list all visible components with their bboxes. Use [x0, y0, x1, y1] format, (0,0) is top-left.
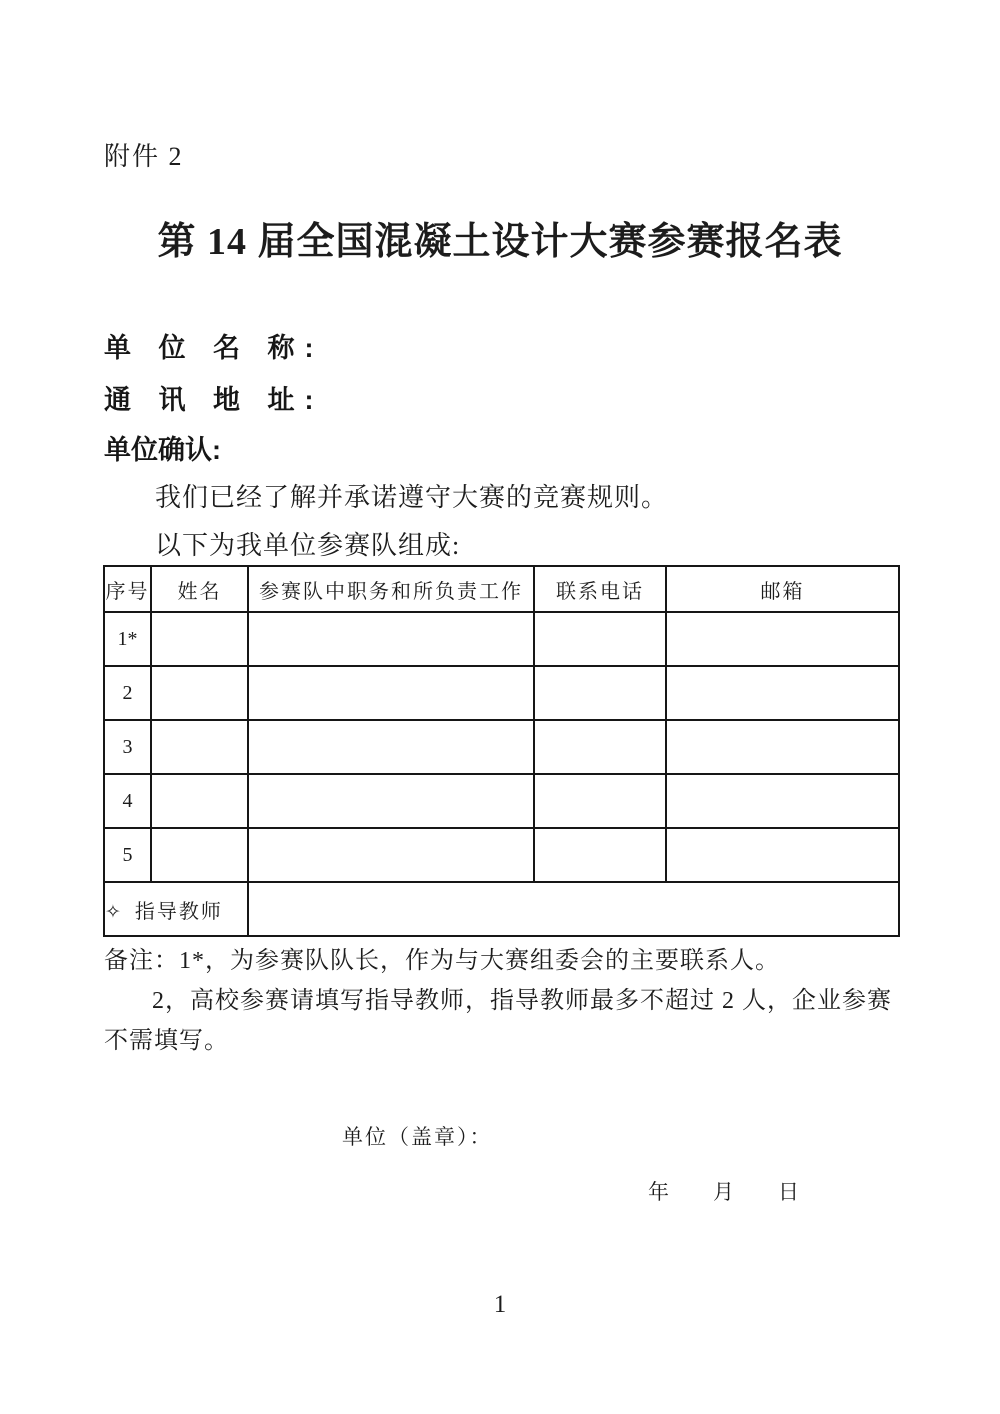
header-role: 参赛队中职务和所负责工作 [248, 566, 534, 612]
email-cell [666, 720, 899, 774]
row-number: 2 [104, 666, 151, 720]
row-number: 4 [104, 774, 151, 828]
phone-cell [534, 612, 666, 666]
team-table-container [103, 565, 898, 937]
table-row [104, 720, 899, 774]
note-2: 2，高校参赛请填写指导教师，指导教师最多不超过 2 人，企业参赛不需填写。 [104, 988, 892, 1054]
advisor-label-cell [104, 882, 248, 936]
address-label: 通 讯 地 址: [104, 385, 324, 415]
year-label: 年 [648, 1180, 669, 1204]
row-number: 1* [104, 612, 151, 666]
row-number: 5 [104, 828, 151, 882]
phone-cell [534, 828, 666, 882]
role-cell [248, 612, 534, 666]
advisor-label: 指导教师 [134, 900, 223, 923]
header-phone: 联系电话 [534, 566, 666, 612]
commitment-statement: 我们已经了解并承诺遵守大赛的竞赛规则。 [155, 483, 669, 512]
email-cell [666, 612, 899, 666]
team-intro-statement: 以下为我单位参赛队组成: [155, 531, 461, 560]
header-email: 邮箱 [666, 566, 899, 612]
page-title: 第 14 届全国混凝土设计大赛参赛报名表 [157, 221, 843, 263]
team-table [103, 565, 900, 937]
phone-cell [534, 666, 666, 720]
table-row [104, 666, 899, 720]
role-cell [248, 774, 534, 828]
name-cell [151, 720, 248, 774]
role-cell [248, 720, 534, 774]
attachment-label: 附件 2 [104, 142, 184, 171]
name-cell [151, 666, 248, 720]
page-number: 1 [493, 1291, 507, 1318]
advisor-row [104, 882, 899, 936]
table-row [104, 828, 899, 882]
unit-seal-label: 单位（盖章）： [342, 1125, 493, 1149]
header-no: 序号 [104, 566, 151, 612]
role-cell [248, 666, 534, 720]
table-row [104, 612, 899, 666]
table-header-row [104, 566, 899, 612]
confirmation-label: 单位确认: [104, 435, 221, 465]
row-number: 3 [104, 720, 151, 774]
date-line [648, 1176, 799, 1206]
phone-cell [534, 774, 666, 828]
day-label: 日 [778, 1180, 799, 1204]
header-name: 姓名 [151, 566, 248, 612]
advisor-value-cell [248, 882, 899, 936]
role-cell [248, 828, 534, 882]
email-cell [666, 828, 899, 882]
month-label: 月 [713, 1180, 734, 1204]
email-cell [666, 774, 899, 828]
four-pointed-star-icon: ✧ [105, 901, 121, 923]
note-1: 备注：1*，为参赛队队长，作为与大赛组委会的主要联系人。 [104, 948, 780, 974]
name-cell [151, 774, 248, 828]
email-cell [666, 666, 899, 720]
table-row [104, 774, 899, 828]
unit-name-label: 单 位 名 称: [104, 333, 324, 363]
phone-cell [534, 720, 666, 774]
notes-section [104, 941, 912, 1061]
name-cell [151, 828, 248, 882]
name-cell [151, 612, 248, 666]
